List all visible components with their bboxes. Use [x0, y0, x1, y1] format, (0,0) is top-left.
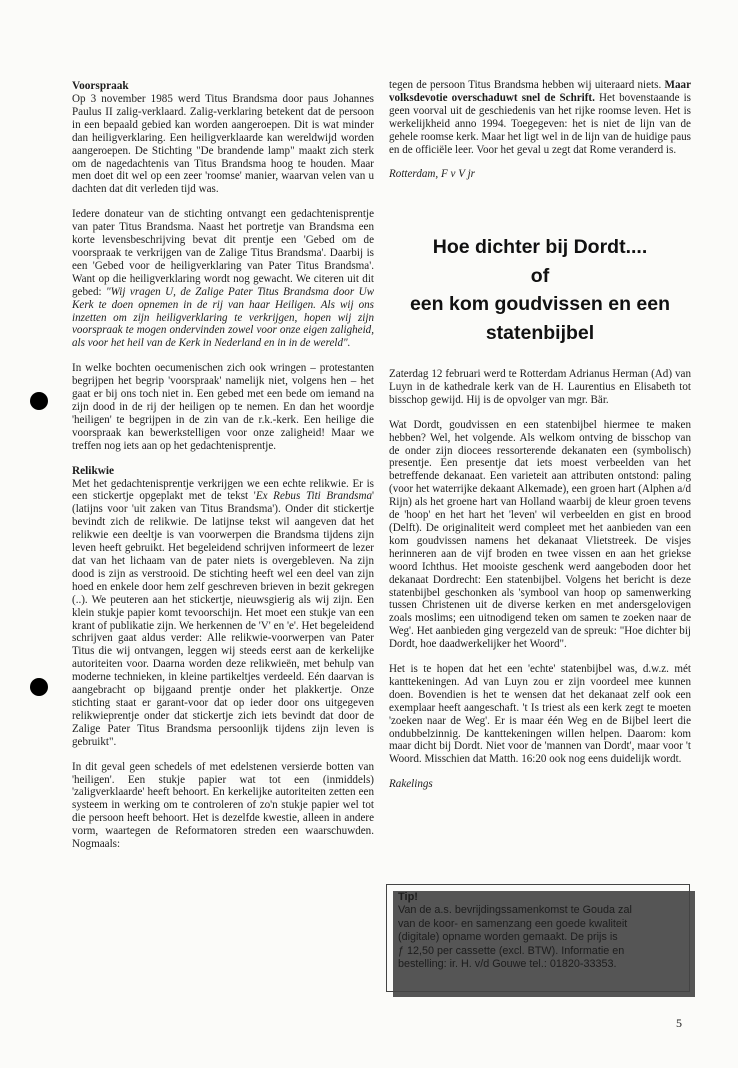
headline-line-1: Hoe dichter bij Dordt....: [432, 236, 648, 258]
headline-line-2: of: [530, 264, 550, 287]
signature-rakelings: Rakelings: [389, 778, 433, 791]
headline-line-4: statenbijbel: [485, 321, 595, 344]
signature-rotterdam: Rotterdam, F v V jr: [389, 168, 475, 181]
tip-line-4: ƒ 12,50 per cassette (excl. BTW). Informatie en: [398, 944, 625, 957]
right-column: [389, 79, 691, 181]
paragraph-dordt-2: Wat Dordt, goudvissen en een statenbijbel hiermee te maken hebben? Wel, het volgende. Als welkom ontving de bisschop van de onder zijn diocees ressorterende dekanaten een (symbolisch) presentje. Een presentje dat iets moest verbeelden van het betreffende dekanaat. Een varieteit aan attributen ontstond: paling (voor het waterrijke dekaant Alkemade), een groen hart (Alphen a/d Rijn) als het groene hart van Holland waarbij de kleur groen tevens de 'hoop' en het hart het 'leven' wil verbeelden en gist en brood (Delft). De originaliteit werd compleet met het aanbieden van een kom goudvissen namens het dekanaat Vlietstreek. De visjes herinneren aan de vijf broden en twee vissen en aan het griekse woord Ichthus. Het mooiste geschenk werd aangeboden door het dekanaat Dordrecht: Een statenbijbel. Volgens het bericht is deze statenbijbel geschonken als 'symbool van hoop op samenwerking tussen Christenen uit de diverse kerken en met andersgelovigen zoals moslims; een uitnodigend teken om samen te zoeken naar de Weg'. Het aanbieden ging vergezeld van de spreuk: "Hoe dichter bij Dordt, hoe daadwerkelijker het Woord".: [389, 418, 691, 651]
paragraph-voorspraak-3: In welke bochten oecumenischen zich ook wringen – protestanten begrijpen het begrip 'voorspraak' namelijk niet, volgens hen – het gaat er bij ons toch niet in. Een gebed met een bede om iemand na zijn dood in de rij der heiligen op te nemen. En dan het woordje 'heiligen' te begrijpen in de zin van de r.k.-kerk. Een heilige die voorspraak kan bewerkstelligen voor onze zaligheid! Maar we treffen nog iets aan op het gedachtenisprentje.: [72, 362, 374, 452]
paragraph-dordt-3: Het is te hopen dat het een 'echte' statenbijbel was, d.w.z. mét kanttekeningen. Ad van Luyn zou er zijn voordeel mee kunnen doen. Bovendien is het te wensen dat het dekanaat zelf ook een exemplaar heeft aangeschaft. 't Is triest als een kerk zegt te moeten 'zoeken naar de Weg'. Er is maar één Weg en de Bijbel leert die ondubbelzinnig. De kanttekeningen willen helpen. Daarom: kom maar dicht bij Dordt. Niet voor de 'mannen van Dordt', maar voor 't Woord. Misschien dat Matth. 16:20 ook nog eens duidelijk wordt.: [389, 663, 691, 766]
conclusion-text-a: tegen de persoon Titus Brandsma hebben wij uiteraard niets.: [389, 79, 665, 91]
page-number: 5: [676, 1016, 682, 1030]
margin-bullet-top: [30, 392, 48, 410]
paragraph-voorspraak-2: [72, 208, 374, 350]
left-column: [72, 80, 374, 851]
paragraph-relikwie-2: In dit geval geen schedels of met edelstenen versierde botten van 'heiligen'. Een stukje papier wat tot een (inmiddels) 'zaligverklaarde' heeft behoort. En kerkelijke autoriteiten zetten een systeem in werking om te controleren of zo'n stukje papier wel tot die persoon heeft behoort. Het is dezelfde kwestie, alleen in andere vorm, waartegen de Reformatoren streden een waarschuwden. Nogmaals:: [72, 760, 374, 851]
tip-line-5: bestelling: ir. H. v/d Gouwe tel.: 01820-33353.: [398, 958, 617, 971]
conclusion-bold: Maar volksdevotie overschaduwt snel de Schrift.: [389, 79, 691, 104]
paragraph-dordt-1: Zaterdag 12 februari werd te Rotterdam Adrianus Herman (Ad) van Luyn in de kathedrale kerk van de H. Laurentius en Elisabeth tot bisschop gewijd. Hij is de opvolger van mgr. Bär.: [389, 368, 691, 406]
paragraph-relikwie-1: [72, 478, 374, 749]
relikwie-latin: Ex Rebus Titi Brandsma: [255, 490, 373, 503]
paragraph-voorspraak-1: Op 3 november 1985 werd Titus Brandsma door paus Johannes Paulus II zalig-verklaard. Zalig-verklaring betekent dat de persoon in een bepaald gebied kan worden aangeroepen. Dit is wat minder dan heiligverklaring. Een heiligverklaarde kan wereldwijd worden aangeroepen. De Stichting "De brandende lamp" maakt zich sterk om de nagedachtenis van Titus Brandsma hoog te houden. Maar men doet dit wel op een zeer 'roomse' manier, waarvan velen van u dachten dat dit verleden tijd was.: [72, 93, 374, 196]
paragraph-voorspraak-2-text: Iedere donateur van de stichting ontvangt een gedachtenisprentje van pater Titus Brandsma. Naast het portretje van Brandsma een korte levensbeschrijving bevat dit prentje een 'Gebed om de voorspraak te verkrijgen van de Zalige Titus Brandsma'. Daarbij is een 'Gebed voor de heiligverklaring van Pater Titus Brandsma'. Want op die heiligverklaring wordt nog gewacht. We citeren uit dit gebed:: [72, 208, 374, 298]
tip-line-1: Van de a.s. bevrijdingssamenkomst te Gouda zal: [398, 904, 632, 917]
margin-bullet-bottom: [30, 678, 48, 696]
tip-box: [386, 884, 690, 992]
article-headline: [389, 233, 691, 347]
paragraph-conclusion: [389, 79, 691, 156]
right-column-article: [389, 368, 691, 791]
prayer-quote: "Wij vragen U, de Zalige Pater Titus Brandsma door Uw Kerk te doen opnemen in de rij van haar Heiligen. Als wij ons inzetten om zijn heiligverklaring te verkrijgen, hopen wij zijn voorspraak te mogen ondervinden zowel voor onze eigen zaligheid, als voor het heil van de Kerk in Nederland en in in de wereld".: [72, 285, 374, 350]
headline-line-3: een kom goudvissen en een: [409, 293, 671, 315]
heading-voorspraak: Voorspraak: [72, 80, 129, 92]
conclusion-text-b: Het bovenstaande is geen voorval uit de geschiedenis van het rijke roomse leven. Het is werkelijkheid anno 1994. Toegegeven: het is niet de lijn van de gehele roomse kerk. Maar het ligt wel in de lijn van de huidige paus en de officiële leer. Voor het geval u zegt dat Rome veranderd is.: [389, 91, 691, 156]
heading-relikwie: Relikwie: [72, 464, 115, 477]
relikwie-text-a: Met het gedachtenisprentje verkrijgen we een echte relikwie. Er is een stickertje opgeplakt met de tekst ': [72, 477, 374, 503]
tip-title: Tip!: [398, 891, 418, 903]
tip-line-3: (digitale) opname worden gemaakt. De prijs is: [398, 931, 618, 944]
tip-line-2: van de koor- en samenzang een goede kwaliteit: [398, 917, 628, 930]
relikwie-text-b: ' (latijns voor 'uit zaken van Titus Brandsma'). Onder dit stickertje bevindt zich de relikwie. De latijnse tekst wil aangeven dat het relikwie een deeltje is van voorwerpen die Brandsma tijdens zijn leven heeft gebruikt. Het begeleidend schrijven informeert de lezer dat van het lichaam van de pater niets is overgebleven. Na zijn dood is zijn as verstrooid. De stichting heeft wel een deel van zijn hoed en enkele door hem zelf geschreven brieven in bezit gekregen (..). We peuteren aan het stickertje, nieuwsgierig als wij zijn. Een klein stukje papier komt tevoorschijn. Het moet een stukje van een krant of publikatie zijn. We herkennen de 'V' en 'e'. Het begeleidend schrijven gaat aldus verder: Alle relikwie-voorwerpen van Pater Titus die wij ontvangen, leggen wij steeds eerst aan de kerkelijke autoriteiten voor. Daarna worden deze relikwieën, met behulp van moderne technieken, in kleine partikeltjes verdeeld. Eén daarvan is aangebracht op bijgaand prentje onder het plakkertje. Onze stichting staat er garant-voor dat op ieder door ons uitgegeven relikwieprentje onder dat stickertje zich iets bevindt dat door de Zalige Pater Titus Brandsma persoonlijk tijdens zijn leven is gebruikt".: [72, 490, 375, 748]
